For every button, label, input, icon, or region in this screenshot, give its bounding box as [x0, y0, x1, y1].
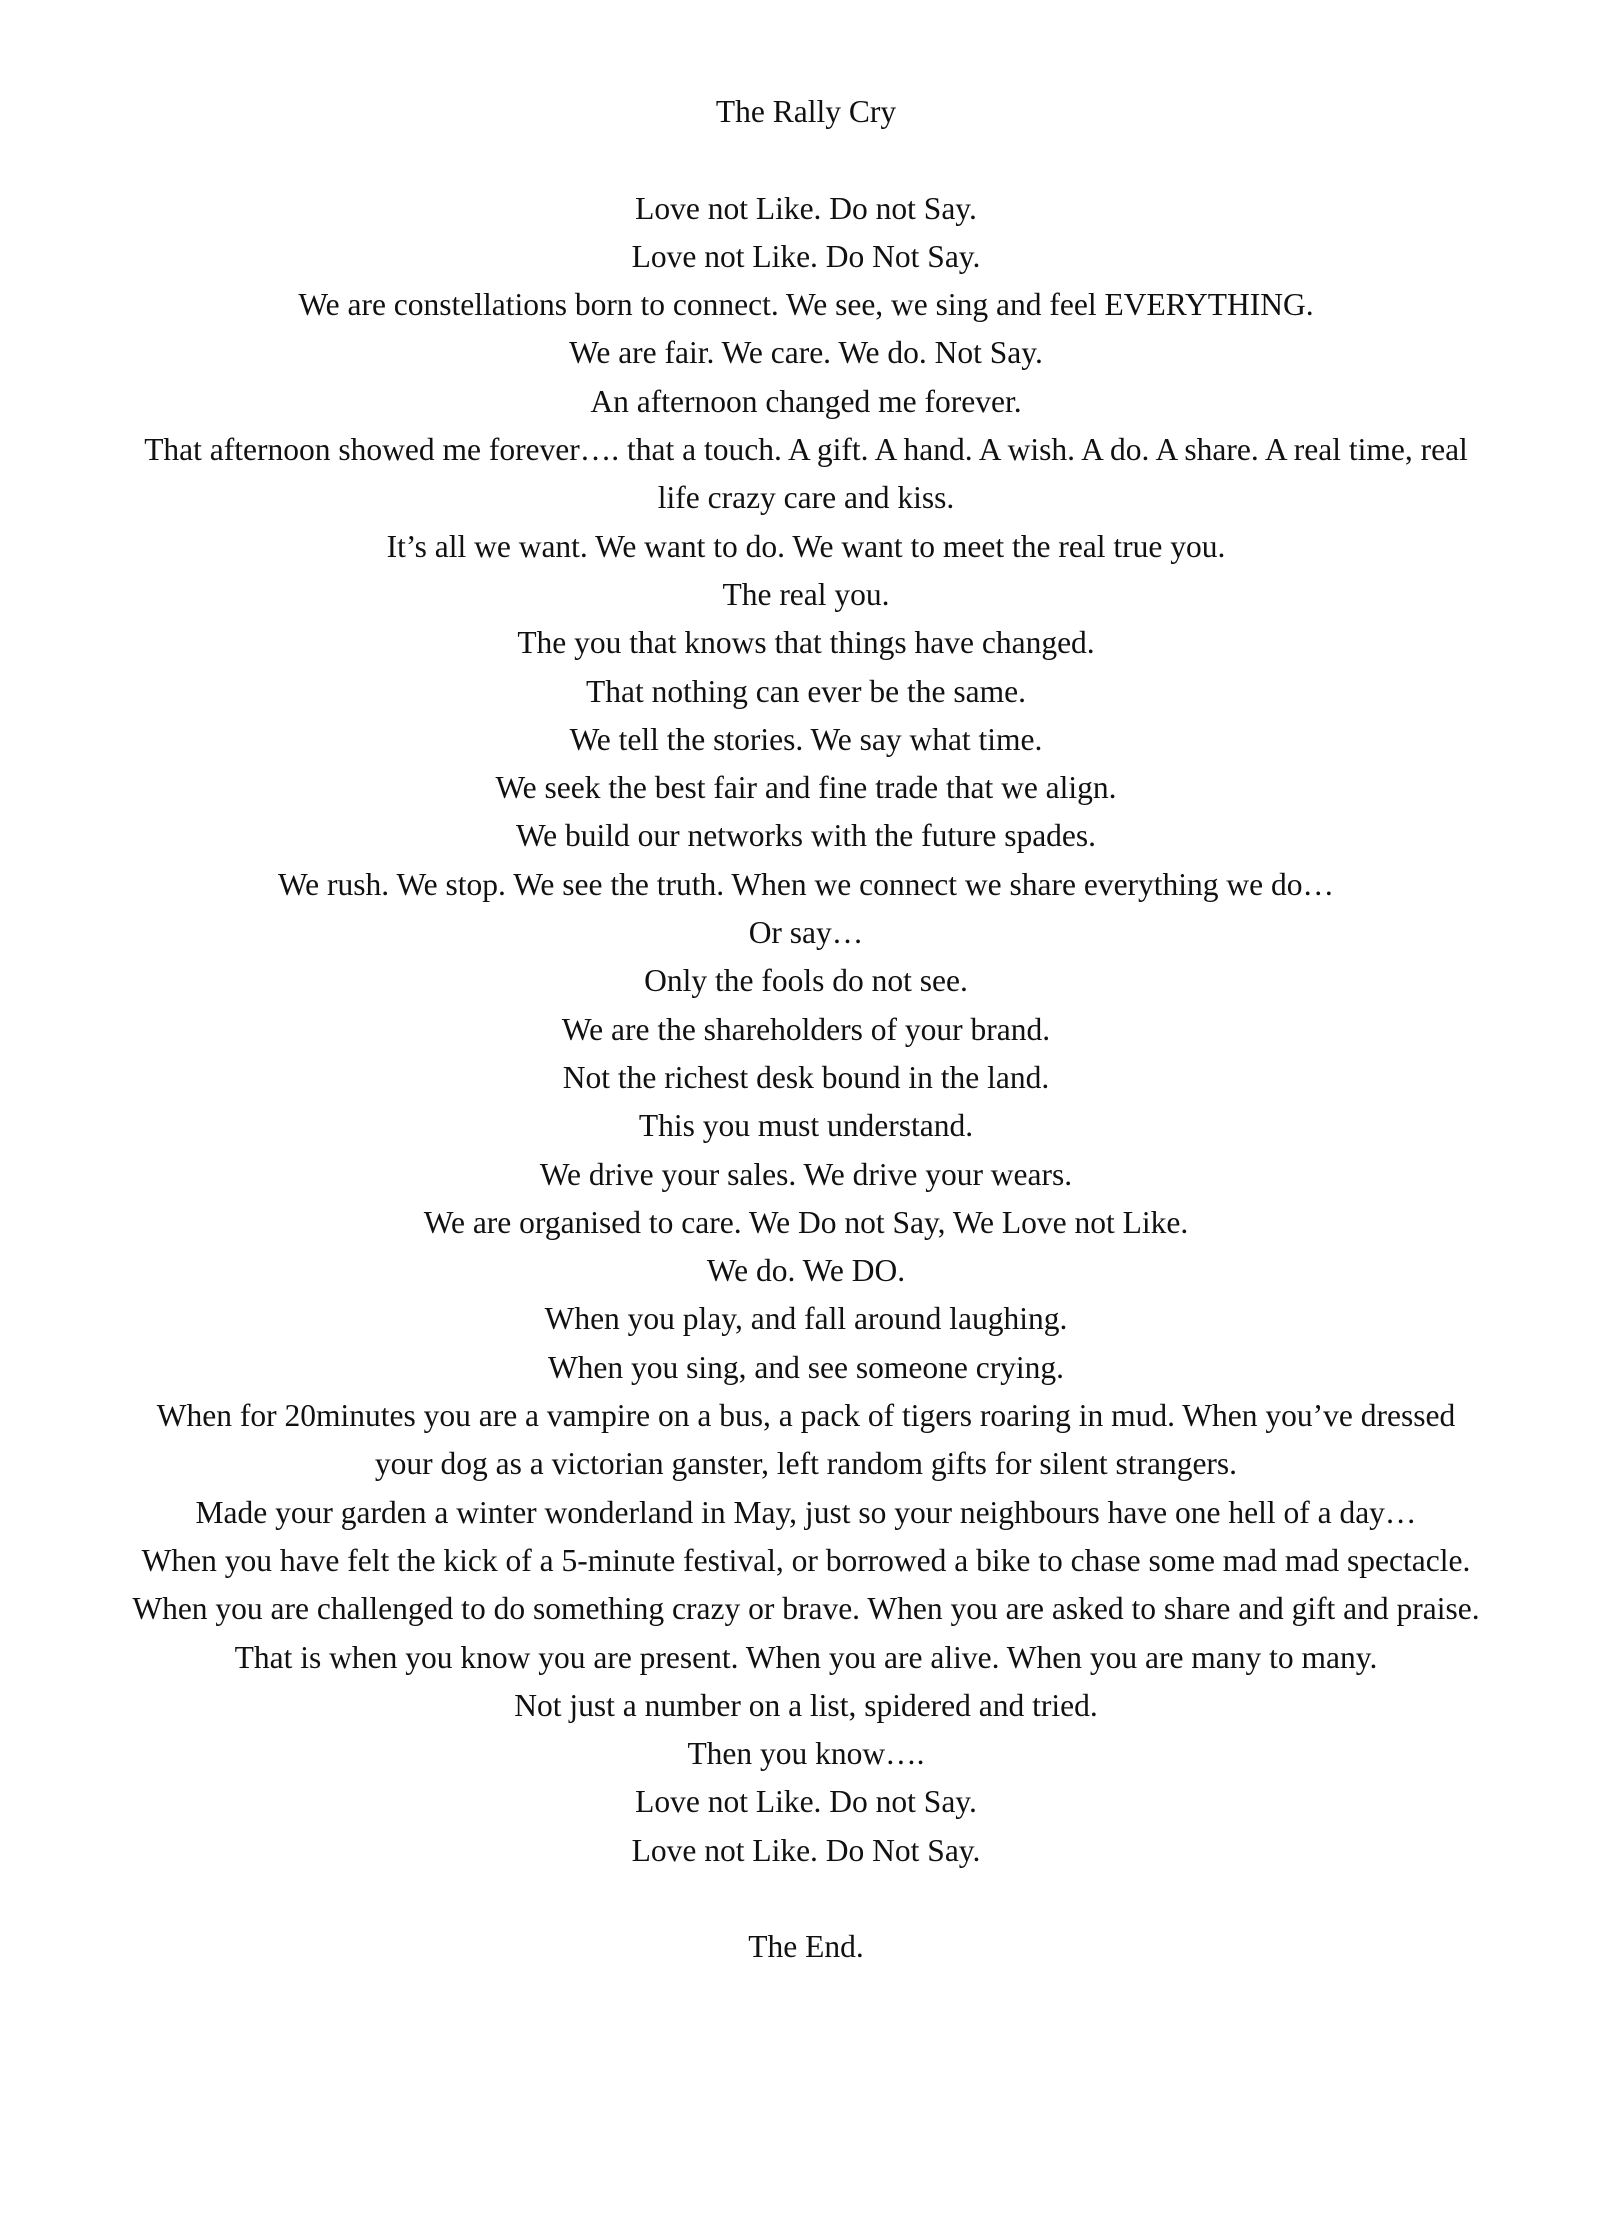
- poem-line: That nothing can ever be the same.: [586, 673, 1026, 709]
- poem-line: We seek the best fair and fine trade that we align.: [495, 770, 1117, 806]
- poem-line: When you play, and fall around laughing.: [544, 1301, 1068, 1337]
- poem-line: The you that knows that things have changed.: [517, 625, 1095, 661]
- poem-line: We are fair. We care. We do. Not Say.: [569, 335, 1043, 371]
- poem-lines: [125, 185, 1487, 1875]
- poem-line: When you are challenged to do something crazy or brave. When you are asked to share and gift and praise. That is when you know you are present. When you are alive. When you are many to many.: [132, 1591, 1480, 1675]
- poem-line: We rush. We stop. We see the truth. When we connect we share everything we do…: [277, 866, 1335, 902]
- poem-line: Love not Like. Do not Say.: [635, 190, 977, 226]
- poem-line: We build our networks with the future spades.: [515, 818, 1097, 854]
- poem-line: Only the fools do not see.: [644, 963, 968, 999]
- poem-line: Then you know….: [687, 1736, 925, 1772]
- poem-line: That afternoon showed me forever…. that a touch. A gift. A hand. A wish. A do. A share. A real time, real life crazy care and kiss.: [144, 432, 1468, 516]
- poem-line: We are constellations born to connect. We see, we sing and feel EVERYTHING.: [298, 287, 1314, 323]
- poem-line: The real you.: [722, 576, 890, 612]
- poem-line: Or say…: [748, 915, 864, 951]
- poem-line: An afternoon changed me forever.: [590, 383, 1022, 419]
- poem-line: Love not Like. Do not Say.: [635, 1784, 977, 1820]
- poem-line: We do. We DO.: [706, 1253, 906, 1289]
- poem-line: We drive your sales. We drive your wears.: [539, 1156, 1073, 1192]
- poem-body: [125, 88, 1487, 1972]
- poem-line: This you must understand.: [638, 1108, 974, 1144]
- poem-line: When for 20minutes you are a vampire on a bus, a pack of tigers roaring in mud. When you’ve dressed your dog as a victorian ganster, left random gifts for silent strangers.: [156, 1398, 1456, 1482]
- poem-line: We are organised to care. We Do not Say, We Love not Like.: [423, 1204, 1189, 1240]
- poem-line: It’s all we want. We want to do. We want to meet the real true you.: [386, 528, 1226, 564]
- poem-line: Love not Like. Do Not Say.: [631, 238, 981, 274]
- poem-line: Not the richest desk bound in the land.: [562, 1059, 1050, 1095]
- poem-line: We tell the stories. We say what time.: [569, 721, 1043, 757]
- poem-line: We are the shareholders of your brand.: [561, 1011, 1051, 1047]
- poem-ending: The End.: [748, 1929, 864, 1965]
- poem-line: When you sing, and see someone crying.: [547, 1349, 1065, 1385]
- poem-line: When you have felt the kick of a 5-minute festival, or borrowed a bike to chase some mad mad spectacle.: [141, 1542, 1471, 1578]
- poem-line: Not just a number on a list, spidered and tried.: [514, 1687, 1098, 1723]
- poem-line: Love not Like. Do Not Say.: [631, 1832, 981, 1868]
- poem-title: The Rally Cry: [715, 94, 897, 129]
- poem-line: Made your garden a winter wonderland in May, just so your neighbours have one hell of a day…: [195, 1494, 1417, 1530]
